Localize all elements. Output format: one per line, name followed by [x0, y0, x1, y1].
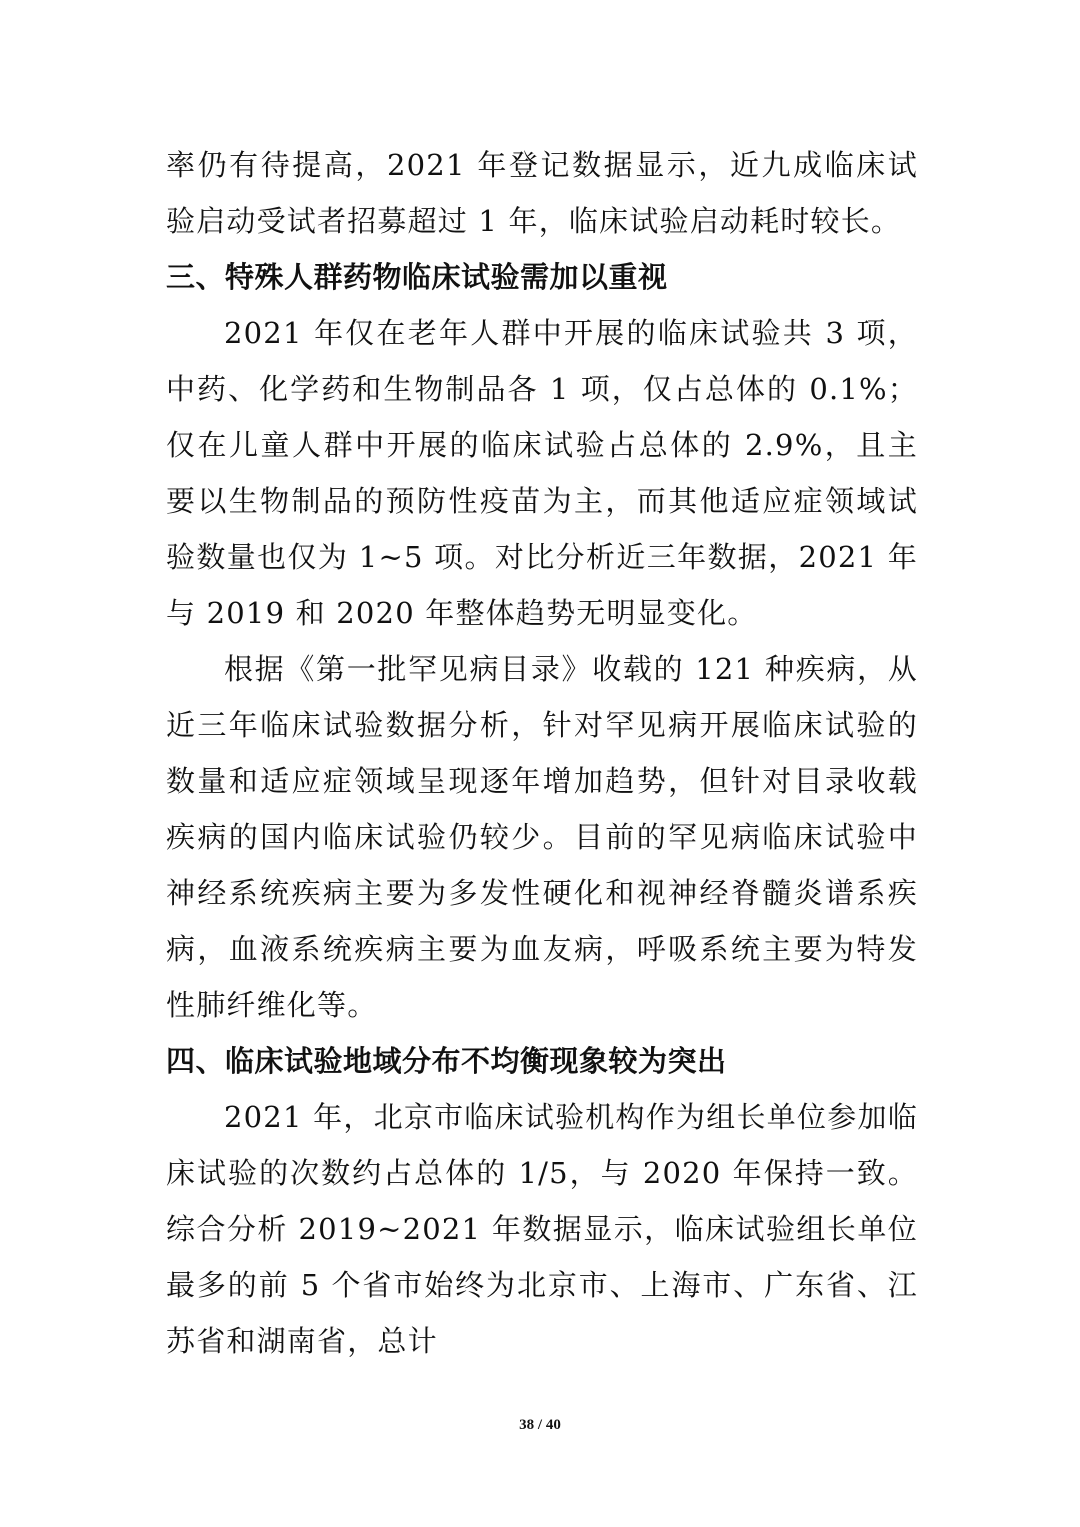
section-heading-4: 四、临床试验地域分布不均衡现象较为突出: [166, 1044, 727, 1078]
paragraph-elderly-children: 2021 年仅在老年人群中开展的临床试验共 3 项，中药、化学药和生物制品各 1 项，仅占总体的 0.1%；仅在儿童人群中开展的临床试验占总体的 2.9%，且主要以生物制品的预防性疫苗为主，而其他适应症领域试验数量也仅为 1~5 项。对比分析近三年数据，2021 年与 2019 和 2020 年整体趋势无明显变化。: [166, 316, 918, 630]
paragraph-continued: 率仍有待提高，2021 年登记数据显示，近九成临床试验启动受试者招募超过 1 年，临床试验启动耗时较长。: [166, 148, 918, 238]
page-content: [166, 137, 918, 1369]
section-heading-3: 三、特殊人群药物临床试验需加以重视: [166, 260, 668, 294]
paragraph-regional-distribution: 2021 年，北京市临床试验机构作为组长单位参加临床试验的次数约占总体的 1/5，与 2020 年保持一致。综合分析 2019~2021 年数据显示，临床试验组长单位最多的前 5 个省市始终为北京市、上海市、广东省、江苏省和湖南省，总计: [166, 1100, 918, 1358]
paragraph-rare-disease: 根据《第一批罕见病目录》收载的 121 种疾病，从近三年临床试验数据分析，针对罕见病开展临床试验的数量和适应症领域呈现逐年增加趋势，但针对目录收载疾病的国内临床试验仍较少。目前的罕见病临床试验中神经系统疾病主要为多发性硬化和视神经脊髓炎谱系疾病，血液系统疾病主要为血友病，呼吸系统主要为特发性肺纤维化等。: [166, 652, 918, 1022]
page-number: 38 / 40: [519, 1417, 561, 1433]
